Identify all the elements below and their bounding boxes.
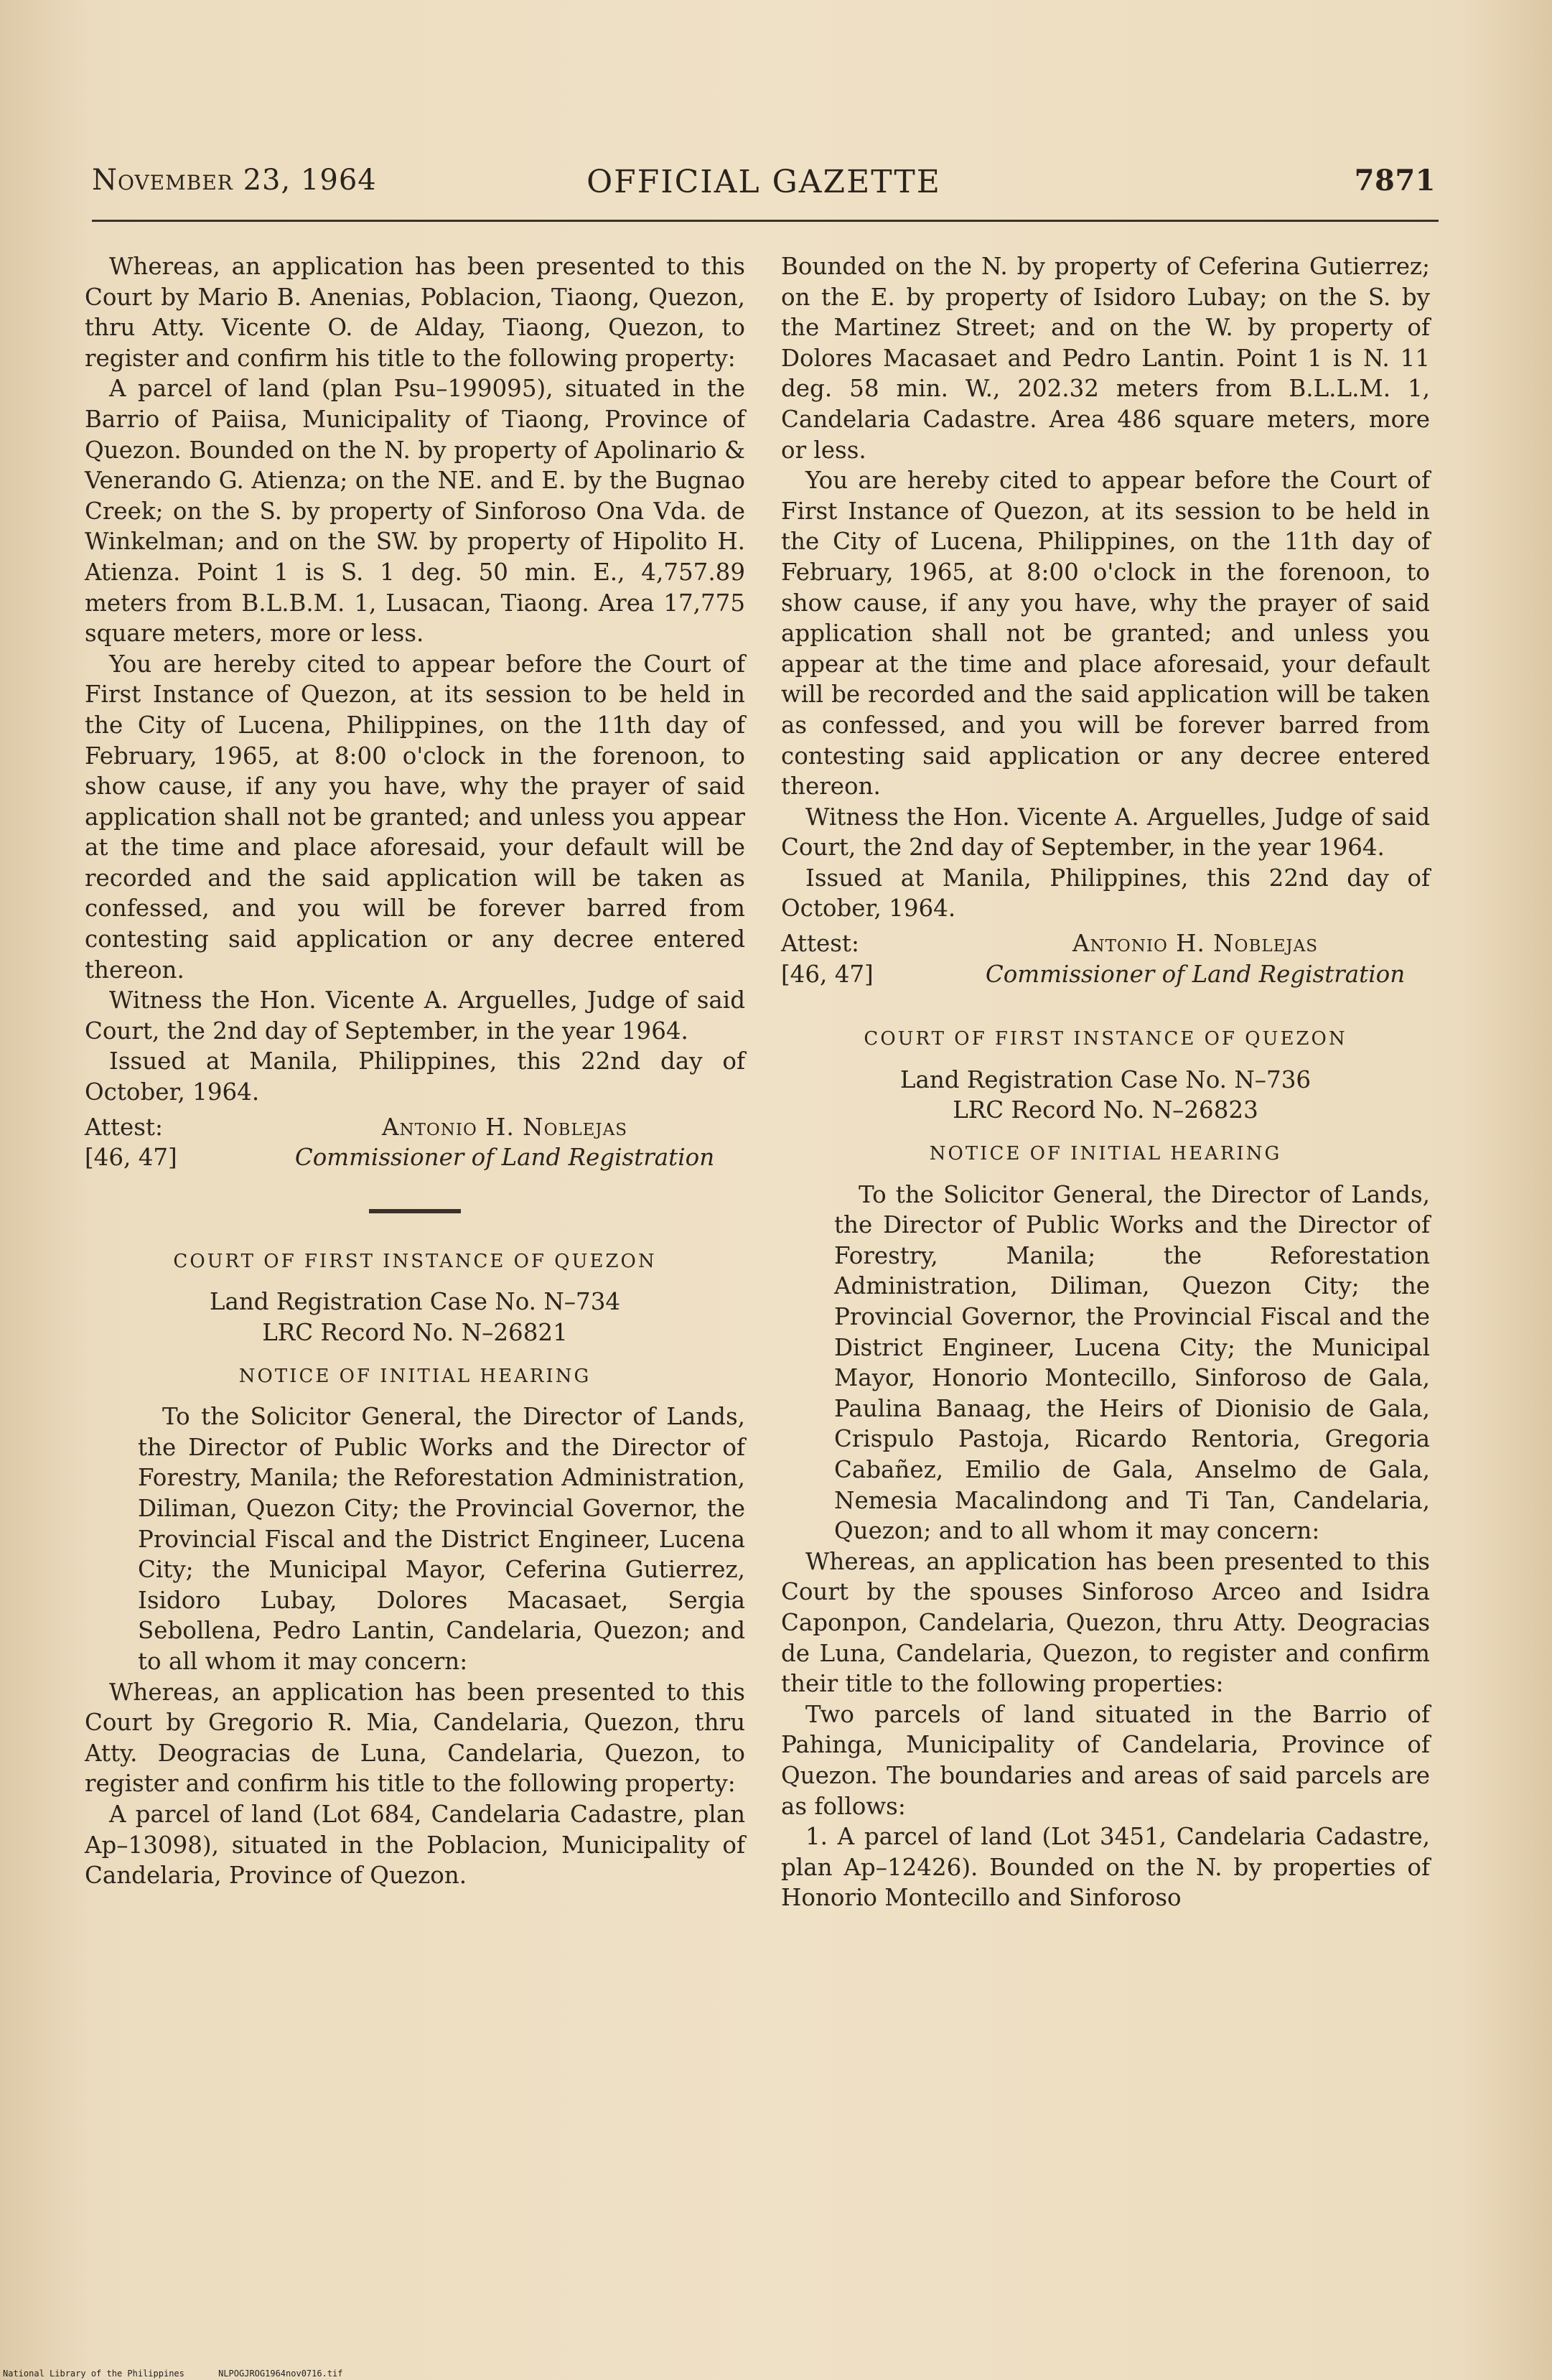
scan-footer <box>3 2369 372 2379</box>
lrc-record-number: LRC Record No. N–26821 <box>262 1319 568 1346</box>
paragraph: Witness the Hon. Vicente A. Arguelles, Judge of said Court, the 2nd day of September, in the year 1964. <box>85 986 745 1045</box>
paragraph: Witness the Hon. Vicente A. Arguelles, Judge of said Court, the 2nd day of September, in the year 1964. <box>781 803 1430 862</box>
attest-name: Antonio H. Noblejas <box>381 1113 628 1141</box>
left-column <box>85 251 745 1891</box>
attest-reference: [46, 47] <box>781 960 874 988</box>
library-credit: National Library of the Philippines <box>3 2369 184 2379</box>
paragraph: Bounded on the N. by property of Ceferina Gutierrez; on the E. by property of Isidoro Lubay; on the S. by the Martinez Street; and on the W. by property of Dolores Macasaet and Pedro Lantin. Point 1 is N. 11 deg. 58 min. W., 202.32 meters from B.L.L.M. 1, Candelaria Cadastre. Area 486 square meters, more or less. <box>781 253 1430 464</box>
paragraph: A parcel of land (plan Psu–199095), situated in the Barrio of Paiisa, Municipality of Tiaong, Province of Quezon. Bounded on the N. by property of Apolinario & Venerando G. Atienza; on the NE. and E. by the Bugnao Creek; on the S. by property of Sinforoso Ona Vda. de Winkelman; and on the SW. by property of Hipolito H. Atienza. Point 1 is S. 1 deg. 50 min. E., 4,757.89 meters from B.L.B.M. 1, Lusacan, Tiaong. Area 17,775 square meters, more or less. <box>85 375 745 648</box>
attest-title: Commissioner of Land Registration <box>294 1144 715 1172</box>
case-number: Land Registration Case No. N–734 <box>209 1288 621 1316</box>
paragraph: Whereas, an application has been presented to this Court by the spouses Sinforoso Arceo and Isidra Caponpon, Candelaria, Quezon, thru Atty. Deogracias de Luna, Candelaria, Quezon, to register and confirm their title to the following properties: <box>781 1547 1430 1698</box>
header-rule <box>92 220 1439 222</box>
court-caption: COURT OF FIRST INSTANCE OF QUEZON <box>173 1250 657 1272</box>
paragraph: Two parcels of land situated in the Barrio of Pahinga, Municipality of Candelaria, Province of Quezon. The boundaries and areas of said parcels are as follows: <box>781 1700 1430 1820</box>
court-caption: COURT OF FIRST INSTANCE OF QUEZON <box>864 1028 1347 1050</box>
addressee-paragraph: To the Solicitor General, the Director of Lands, the Director of Public Works and the Director of Forestry, Manila; the Reforestation Administration, Diliman, Quezon City; the Provincial Governor, the Provincial Fiscal and the District Engineer, Lucena City; the Municipal Mayor, Honorio Montecillo, Sinforoso de Gala, Paulina Banaag, the Heirs of Dionisio de Gala, Crispulo Pastoja, Ricardo Rentoria, Gregoria Cabañez, Emilio de Gala, Anselmo de Gala, Nemesia Macalindong and Ti Tan, Candelaria, Quezon; and to all whom it may concern: <box>834 1180 1430 1545</box>
publication-title: OFFICIAL GAZETTE <box>586 164 941 200</box>
scan-filename: NLPOGJROG1964nov0716.tif <box>218 2369 343 2379</box>
paragraph: Issued at Manila, Philippines, this 22nd day of October, 1964. <box>85 1047 745 1106</box>
paragraph: Whereas, an application has been presented to this Court by Gregorio R. Mia, Candelaria, Quezon, thru Atty. Deogracias de Luna, Candelaria, Quezon, to register and confirm his title to the following property: <box>85 1678 745 1798</box>
page-number: 7871 <box>1354 164 1436 197</box>
paragraph: Issued at Manila, Philippines, this 22nd day of October, 1964. <box>781 864 1430 923</box>
issue-date: November 23, 1964 <box>92 164 377 197</box>
attest-block <box>85 1112 745 1173</box>
section-divider <box>369 1209 461 1213</box>
attest-reference: [46, 47] <box>85 1144 177 1172</box>
paragraph: A parcel of land (Lot 684, Candelaria Cadastre, plan Ap–13098), situated in the Poblacion, Municipality of Candelaria, Province of Quezon. <box>85 1800 745 1890</box>
paragraph: You are hereby cited to appear before the Court of First Instance of Quezon, at its session to be held in the City of Lucena, Philippines, on the 11th day of February, 1965, at 8:00 o'clock in the forenoon, to show cause, if any you have, why the prayer of said application shall not be granted; and unless you appear at the time and place aforesaid, your default will be recorded and the said application will be taken as confessed, and you will be forever barred from contesting said application or any decree entered thereon. <box>85 650 745 984</box>
paragraph: Whereas, an application has been presented to this Court by Mario B. Anenias, Poblacion, Tiaong, Quezon, thru Atty. Vicente O. de Alday, Tiaong, Quezon, to register and confirm his title to the following property: <box>85 253 745 372</box>
paragraph: 1. A parcel of land (Lot 3451, Candelaria Cadastre, plan Ap–12426). Bounded on the N. by properties of Honorio Montecillo and Sinforoso <box>781 1823 1430 1912</box>
addressee-paragraph: To the Solicitor General, the Director of Lands, the Director of Public Works and the Director of Forestry, Manila; the Reforestation Administration, Diliman, Quezon City; the Provincial Governor, the Provincial Fiscal and the District Engineer, Lucena City; the Municipal Mayor, Ceferina Gutierrez, Isidoro Lubay, Dolores Macasaet, Sergia Sebollena, Pedro Lantin, Candelaria, Quezon; and to all whom it may concern: <box>138 1403 745 1675</box>
right-column <box>781 251 1430 1913</box>
page-header <box>92 164 1436 207</box>
attest-label: Attest: <box>85 1113 163 1141</box>
attest-label: Attest: <box>781 930 859 958</box>
paragraph: You are hereby cited to appear before the Court of First Instance of Quezon, at its session to be held in the City of Lucena, Philippines, on the 11th day of February, 1965, at 8:00 o'clock in the forenoon, to show cause, if any you have, why the prayer of said application shall not be granted; and unless you appear at the time and place aforesaid, your default will be recorded and the said application will be taken as confessed, and you will be forever barred from contesting said application or any decree entered thereon. <box>781 467 1430 801</box>
case-number: Land Registration Case No. N–736 <box>899 1065 1312 1093</box>
attest-block <box>781 928 1430 989</box>
notice-caption: NOTICE OF INITIAL HEARING <box>238 1365 592 1387</box>
attest-name: Antonio H. Noblejas <box>1072 930 1319 958</box>
notice-caption: NOTICE OF INITIAL HEARING <box>929 1143 1282 1165</box>
lrc-record-number: LRC Record No. N–26823 <box>953 1096 1258 1124</box>
attest-title: Commissioner of Land Registration <box>985 960 1406 988</box>
